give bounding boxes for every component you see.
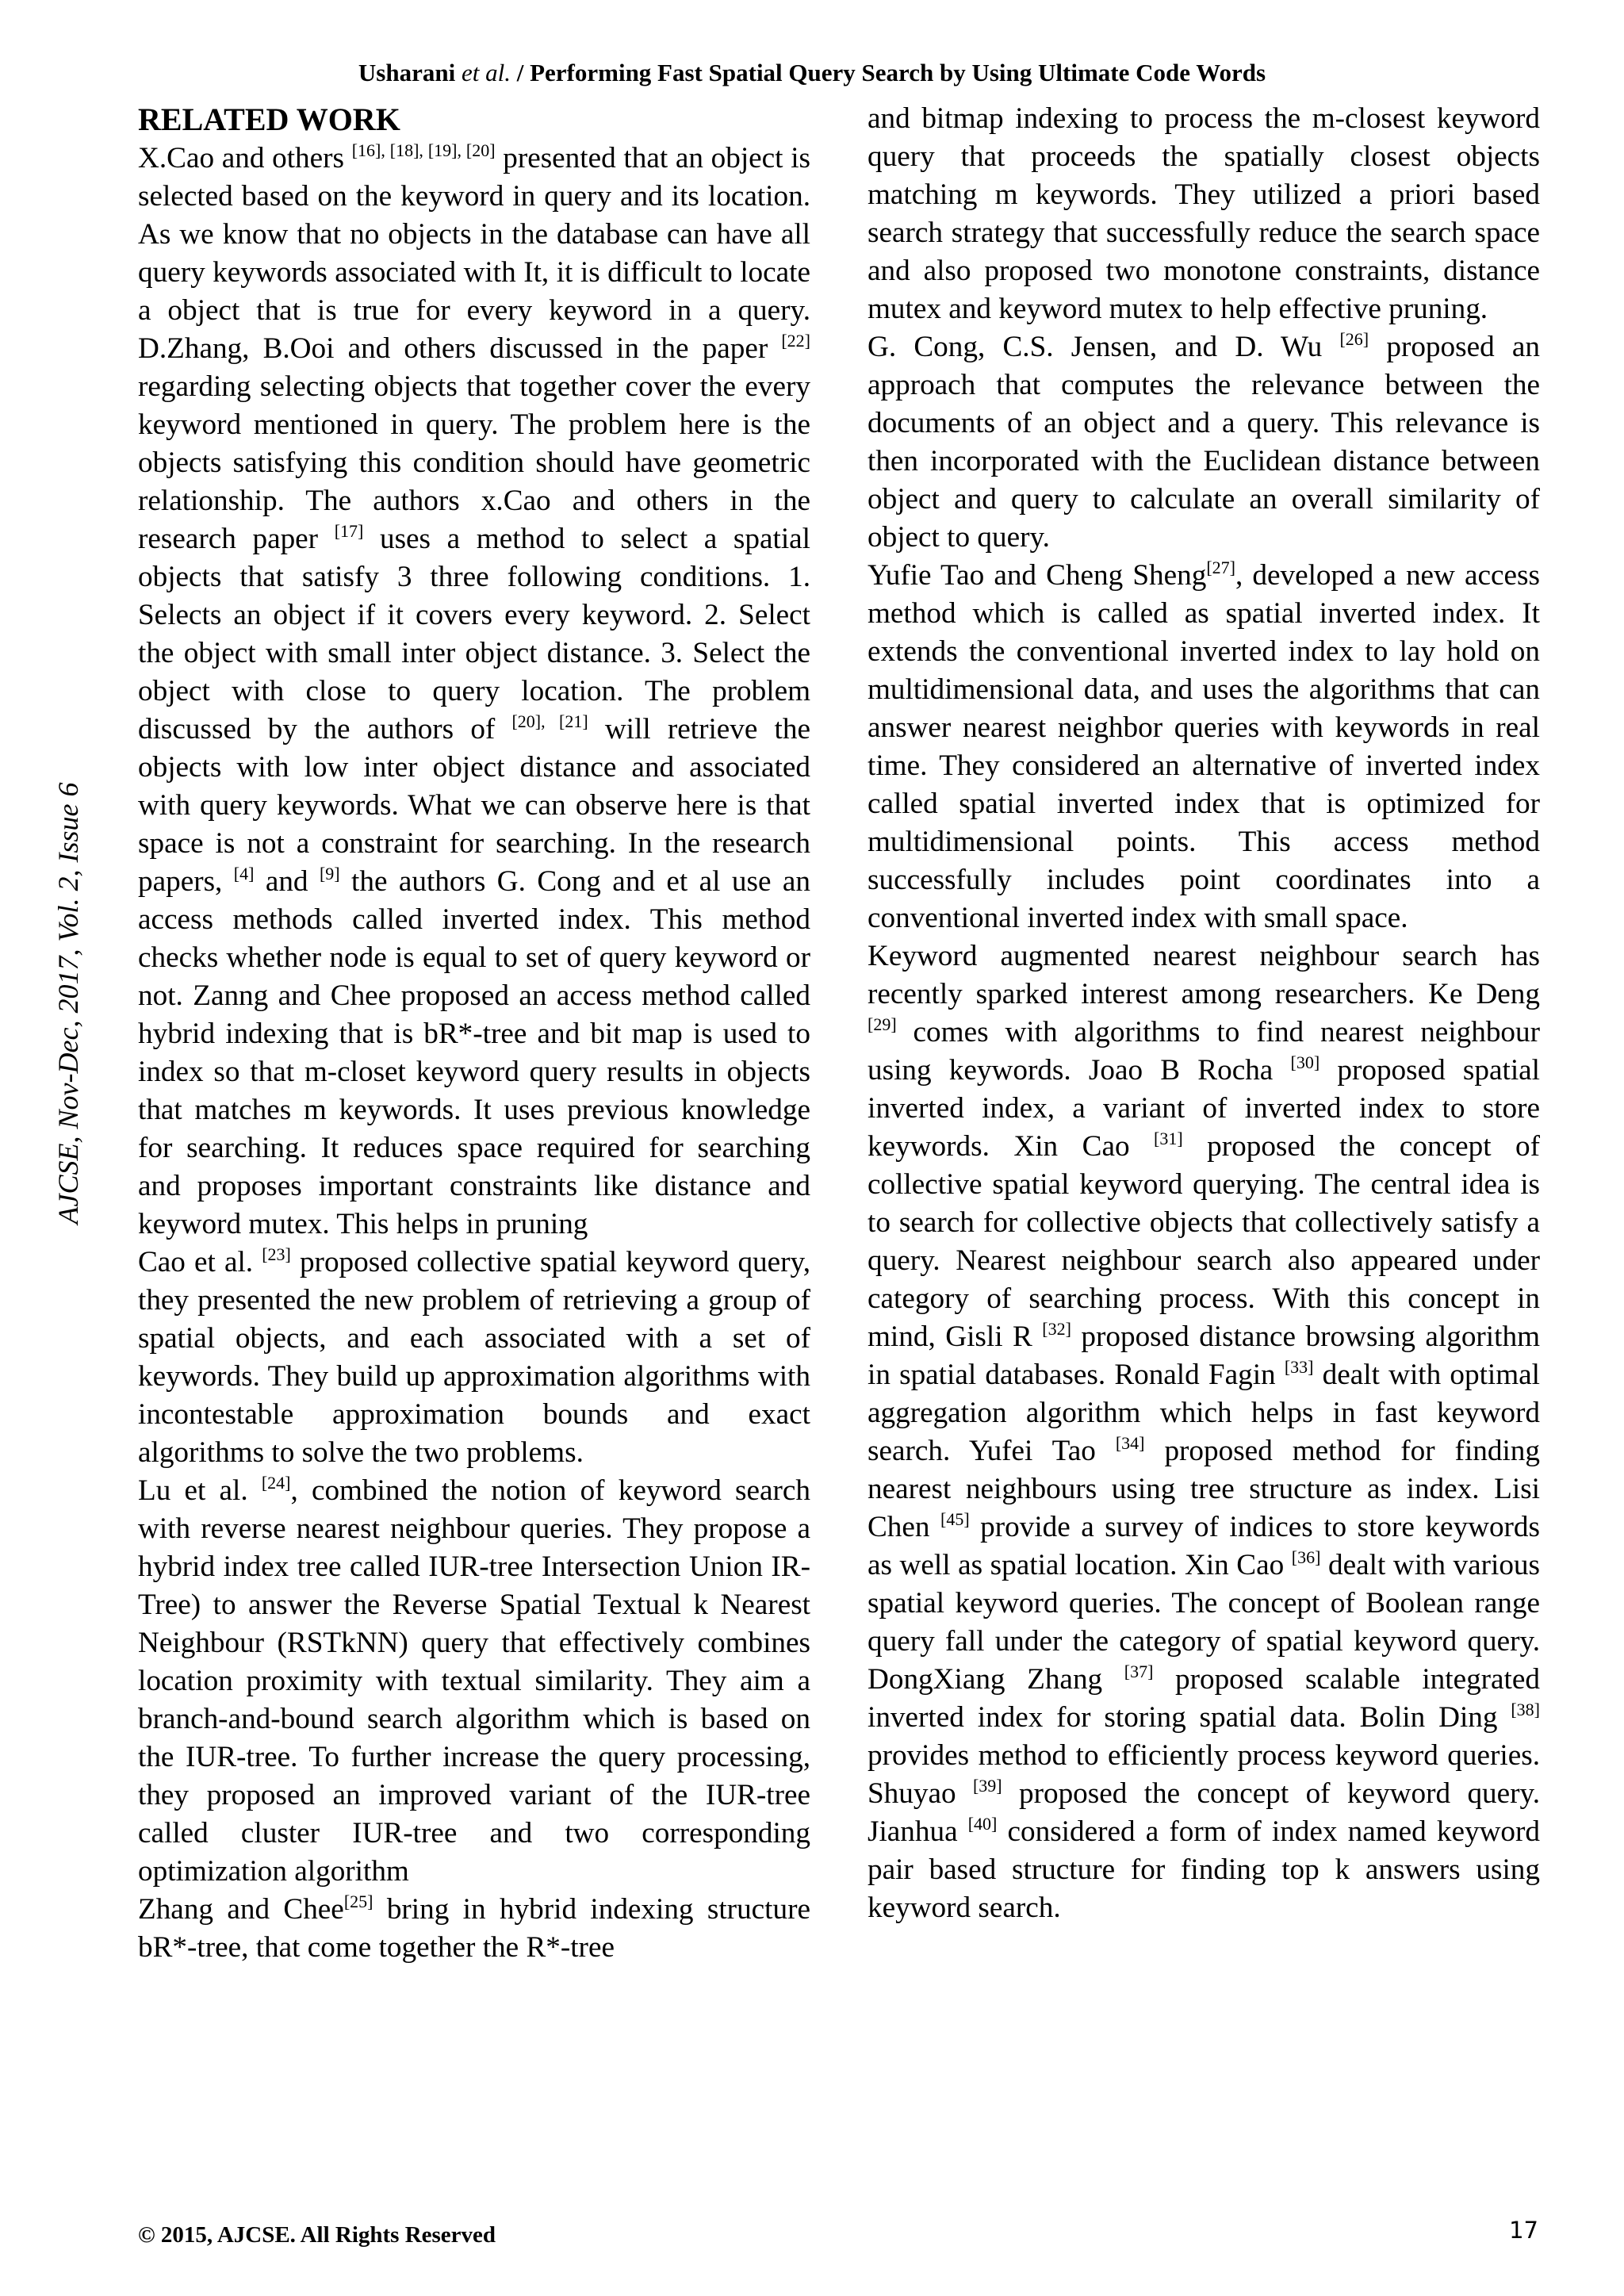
header-title: / Performing Fast Spatial Query Search by Using Ultimate Code Words [510, 59, 1266, 86]
paragraph [138, 140, 810, 1244]
paragraph-text: proposed an approach that computes the relevance between the documents of an object and a query. This relevance is then incorporated with the Euclidean distance between object and query to calculate an overall similarity of object to query. [868, 331, 1540, 554]
paragraph-text: Yufie Tao and Cheng Sheng [868, 559, 1207, 592]
paragraph-text: proposed spatial inverted index, a variant of inverted index to store keywords. Xin Cao [868, 1054, 1540, 1163]
paragraph-text: proposed distance browsing algorithm in spatial databases. Ronald Fagin [868, 1320, 1540, 1391]
page-number: 17 [1509, 2217, 1538, 2244]
citation-ref: [24] [261, 1473, 291, 1493]
citation-ref: [4] [233, 864, 255, 884]
citation-ref: [30] [1290, 1052, 1320, 1072]
citation-ref: [37] [1124, 1662, 1154, 1681]
paragraph-text: proposed the concept of collective spatial keyword querying. The central idea is to search for collective objects that collectively satisfy a query. Nearest neighbour search also appeared under category of searching process. With this concept in mind, Gisli R [868, 1130, 1540, 1353]
paragraph-text: G. Cong, C.S. Jensen, and D. Wu [868, 331, 1340, 363]
paragraph-text: Zhang and Chee [138, 1893, 344, 1926]
running-header [0, 59, 1624, 87]
citation-ref: [45] [940, 1509, 970, 1529]
citation-ref: [9] [319, 864, 340, 884]
paragraph-text: Lu et al. [138, 1474, 262, 1507]
paragraph [138, 1472, 810, 1891]
paragraph-text: proposed the concept of keyword query. Jianhua [868, 1777, 1540, 1848]
paragraph-text: bring in hybrid indexing structure bR*-tree, that come together the R*-tree [138, 1893, 810, 1964]
paragraph-text: provides method to efficiently process keyword queries. Shuyao [868, 1739, 1540, 1810]
paragraph-text: , combined the notion of keyword search with reverse nearest neighbour queries. They propose a hybrid index tree called IUR-tree Intersection Union IR-Tree) to answer the Reverse Spatial Textual k Nearest Neighbour (RSTkNN) query that effectively combines location proximity with textual similarity. They aim a branch-and-bound search algorithm which is based on the IUR-tree. To further increase the query processing, they proposed an improved variant of the IUR-tree called cluster IUR-tree and two corresponding optimization algorithm [138, 1474, 810, 1888]
citation-ref: [16], [18], [19], [20] [351, 140, 496, 160]
paragraph-text: , developed a new access method which is called as spatial inverted index. It extends the conventional inverted index to lay hold on multidimensional data, and uses the algorithms that can answer nearest neighbor queries with keywords in real time. They considered an alternative of inverted index called spatial inverted index that is optimized for multidimensional points. This access method successfully includes point coordinates into a conventional inverted index with small space. [868, 559, 1540, 934]
paragraph [868, 328, 1540, 557]
paragraph-text: uses a method to select a spatial objects that satisfy 3 three following conditions. 1. Selects an object if it covers every keyword. 2. Select the object with small inter object distance. 3. Select the object with close to query location. The problem discussed by the authors of [138, 523, 810, 746]
paragraph [138, 1891, 810, 1967]
section-heading: RELATED WORK [138, 102, 400, 137]
paragraph-text: comes with algorithms to find nearest neighbour using keywords. Joao B Rocha [868, 1016, 1540, 1087]
paragraph-text: proposed scalable integrated inverted index for storing spatial data. Bolin Ding [868, 1663, 1540, 1734]
footer-copyright: © 2015, AJCSE. All Rights Reserved [138, 2222, 496, 2248]
citation-ref: [23] [262, 1244, 291, 1264]
journal-sidebar [36, 782, 100, 1225]
citation-ref: [32] [1042, 1319, 1071, 1339]
citation-ref: [27] [1206, 558, 1235, 577]
paragraph-text: X.Cao and others [138, 142, 352, 174]
journal-citation: AJCSE, Nov-Dec, 2017, Vol. 2, Issue 6 [52, 782, 84, 1225]
header-author: Usharani [358, 59, 456, 86]
citation-ref: [31] [1154, 1129, 1183, 1148]
paragraph-text: dealt with various spatial keyword queries. The concept of Boolean range query fall under the category of spatial keyword query. DongXiang Zhang [868, 1549, 1540, 1696]
paragraph-text: provide a survey of indices to store keywords as well as spatial location. Xin Cao [868, 1511, 1540, 1581]
paragraph [868, 937, 1540, 1927]
right-column [868, 100, 1540, 1927]
paragraph-text: presented that an object is selected based on the keyword in query and its location. As we know that no objects in the database can have all query keywords associated with It, it is difficult to locate a object that is true for every keyword in a query. D.Zhang, B.Ooi and others discussed in the paper [138, 142, 811, 365]
paragraph [868, 557, 1540, 937]
citation-ref: [33] [1284, 1357, 1314, 1377]
citation-ref: [17] [334, 521, 364, 541]
paragraph [138, 1244, 810, 1472]
citation-ref: [29] [868, 1014, 897, 1034]
paragraph-text: Keyword augmented nearest neighbour search has recently sparked interest among researchers. Ke Deng [868, 940, 1540, 1010]
citation-ref: [25] [343, 1892, 373, 1911]
paragraph-text: and [254, 865, 320, 898]
paragraph-text: and bitmap indexing to process the m-closest keyword query that proceeds the spatially closest objects matching m keywords. They utilized a priori based search strategy that successfully reduce the search space and also proposed two monotone constraints, distance mutex and keyword mutex to help effective pruning. [868, 102, 1540, 325]
paragraph-text: considered a form of index named keyword pair based structure for finding top k answers using keyword search. [868, 1815, 1540, 1924]
citation-ref: [40] [967, 1814, 998, 1834]
paragraph-text: will retrieve the objects with low inter object distance and associated with query keywords. What we can observe here is that space is not a constraint for searching. In the research papers, [138, 713, 810, 898]
paragraph-text: proposed method for finding nearest neighbours using tree structure as index. Lisi Chen [868, 1435, 1540, 1543]
citation-ref: [36] [1291, 1547, 1321, 1567]
citation-ref: [38] [1511, 1700, 1540, 1719]
paragraph-text: regarding selecting objects that together cover the every keyword mentioned in query. The problem here is the objects satisfying this condition should have geometric relationship. The authors x.Cao and others in the research paper [138, 370, 810, 555]
citation-ref: [20], [21] [511, 711, 588, 731]
left-paragraphs [138, 140, 810, 1967]
header-etal: et al. [455, 59, 511, 86]
right-paragraphs [868, 100, 1540, 1927]
paragraph-text: dealt with optimal aggregation algorithm which helps in fast keyword search. Yufei Tao [868, 1359, 1540, 1467]
paragraph-text: the authors G. Cong and et al use an access methods called inverted index. This method checks whether node is equal to set of query keyword or not. Zanng and Chee proposed an access method called hybrid indexing that is bR*-tree and bit map is used to index so that m-closet keyword query results in objects that matches m keywords. It uses previous knowledge for searching. It reduces space required for searching and proposes important constraints like distance and keyword mutex. This helps in pruning [138, 865, 810, 1240]
paragraph [868, 100, 1540, 328]
left-column [138, 100, 810, 1967]
citation-ref: [34] [1115, 1433, 1145, 1453]
paragraph-text: Cao et al. [138, 1246, 262, 1278]
citation-ref: [22] [781, 331, 810, 351]
paragraph-text: proposed collective spatial keyword query, they presented the new problem of retrieving a group of spatial objects, and each associated with a set of keywords. They build up approximation algorithms with incontestable approximation bounds and exact algorithms to solve the two problems. [138, 1246, 810, 1469]
citation-ref: [26] [1339, 329, 1369, 349]
citation-ref: [39] [972, 1776, 1002, 1796]
